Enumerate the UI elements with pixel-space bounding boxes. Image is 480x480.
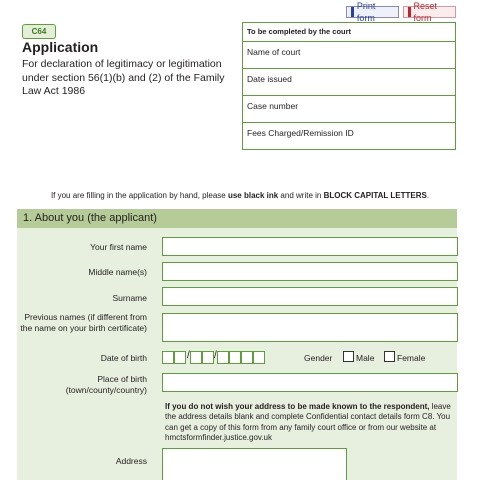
address-input[interactable] [162, 448, 347, 480]
print-form-label: Print form [356, 1, 376, 23]
male-label: Male [356, 353, 375, 363]
gender-label: Gender [304, 353, 333, 363]
section1-title: 1. About you (the applicant) [23, 212, 157, 224]
fees-label: Fees Charged/Remission ID [247, 128, 354, 138]
court-box-title: To be completed by the court [243, 23, 455, 42]
middle-names-input[interactable] [162, 262, 458, 281]
dob-separator-1: / [187, 350, 190, 361]
address-note-bold: If you do not wish your address to be made known to the respondent, [165, 402, 430, 411]
case-number-field [243, 96, 455, 123]
dob-day-digit-2[interactable] [174, 351, 186, 364]
dob-separator-2: / [214, 350, 217, 361]
instruction-text [0, 191, 480, 200]
address-note-rest: leave the address details blank and complete Confidential contact details form C8. You can get a copy of this form from any family court office or from our website at hmctsformfinder.justice.gov.uk [165, 402, 451, 442]
dob-month-digit-1[interactable] [190, 351, 202, 364]
dob-year-digit-3[interactable] [241, 351, 253, 364]
dob-month-digit-2[interactable] [202, 351, 214, 364]
previous-names-label: Previous names (if different from the name on your birth certificate) [20, 312, 147, 333]
date-issued-field [243, 69, 455, 96]
instruction-bold2: BLOCK CAPITAL LETTERS [323, 191, 427, 200]
first-name-label: Your first name [90, 242, 147, 252]
dob-year-digit-4[interactable] [253, 351, 265, 364]
instruction-part3: . [426, 191, 430, 200]
fees-field [243, 123, 455, 150]
instruction-bold1: use black ink [227, 191, 279, 200]
court-name-field [243, 42, 455, 69]
pob-input[interactable] [162, 373, 458, 392]
address-note [165, 402, 460, 443]
address-label: Address [115, 456, 147, 466]
page-subtitle: For declaration of legitimacy or legitimation under section 56(1)(b) and (2) of the Family Law Act 1986 [22, 58, 225, 97]
print-bar-icon [351, 7, 354, 17]
dob-year-digit-1[interactable] [217, 351, 229, 364]
dob-label: Date of birth [100, 353, 147, 363]
dob-year-digit-2[interactable] [229, 351, 241, 364]
first-name-input[interactable] [162, 237, 458, 256]
date-issued-label: Date issued [247, 74, 292, 84]
middle-names-label: Middle name(s) [88, 267, 147, 277]
print-form-button[interactable] [346, 1, 399, 23]
female-checkbox[interactable] [384, 351, 395, 362]
form-code-badge: C64 [22, 24, 56, 39]
male-checkbox[interactable] [343, 351, 354, 362]
pob-label: Place of birth (town/county/country) [65, 374, 147, 395]
instruction-part1: If you are filling in the application by hand, please [50, 191, 228, 200]
reset-form-button[interactable] [403, 1, 456, 23]
dob-day-digit-1[interactable] [162, 351, 174, 364]
female-label: Female [397, 353, 426, 363]
instruction-part2: and write in [278, 191, 324, 200]
surname-label: Surname [112, 293, 147, 303]
previous-names-input[interactable] [162, 313, 458, 342]
surname-input[interactable] [162, 287, 458, 306]
court-use-box [242, 22, 456, 150]
reset-form-label: Reset form [413, 1, 438, 23]
court-name-label: Name of court [247, 47, 301, 57]
page-title: Application [22, 39, 99, 55]
reset-bar-icon [408, 7, 411, 17]
case-number-label: Case number [247, 101, 299, 111]
